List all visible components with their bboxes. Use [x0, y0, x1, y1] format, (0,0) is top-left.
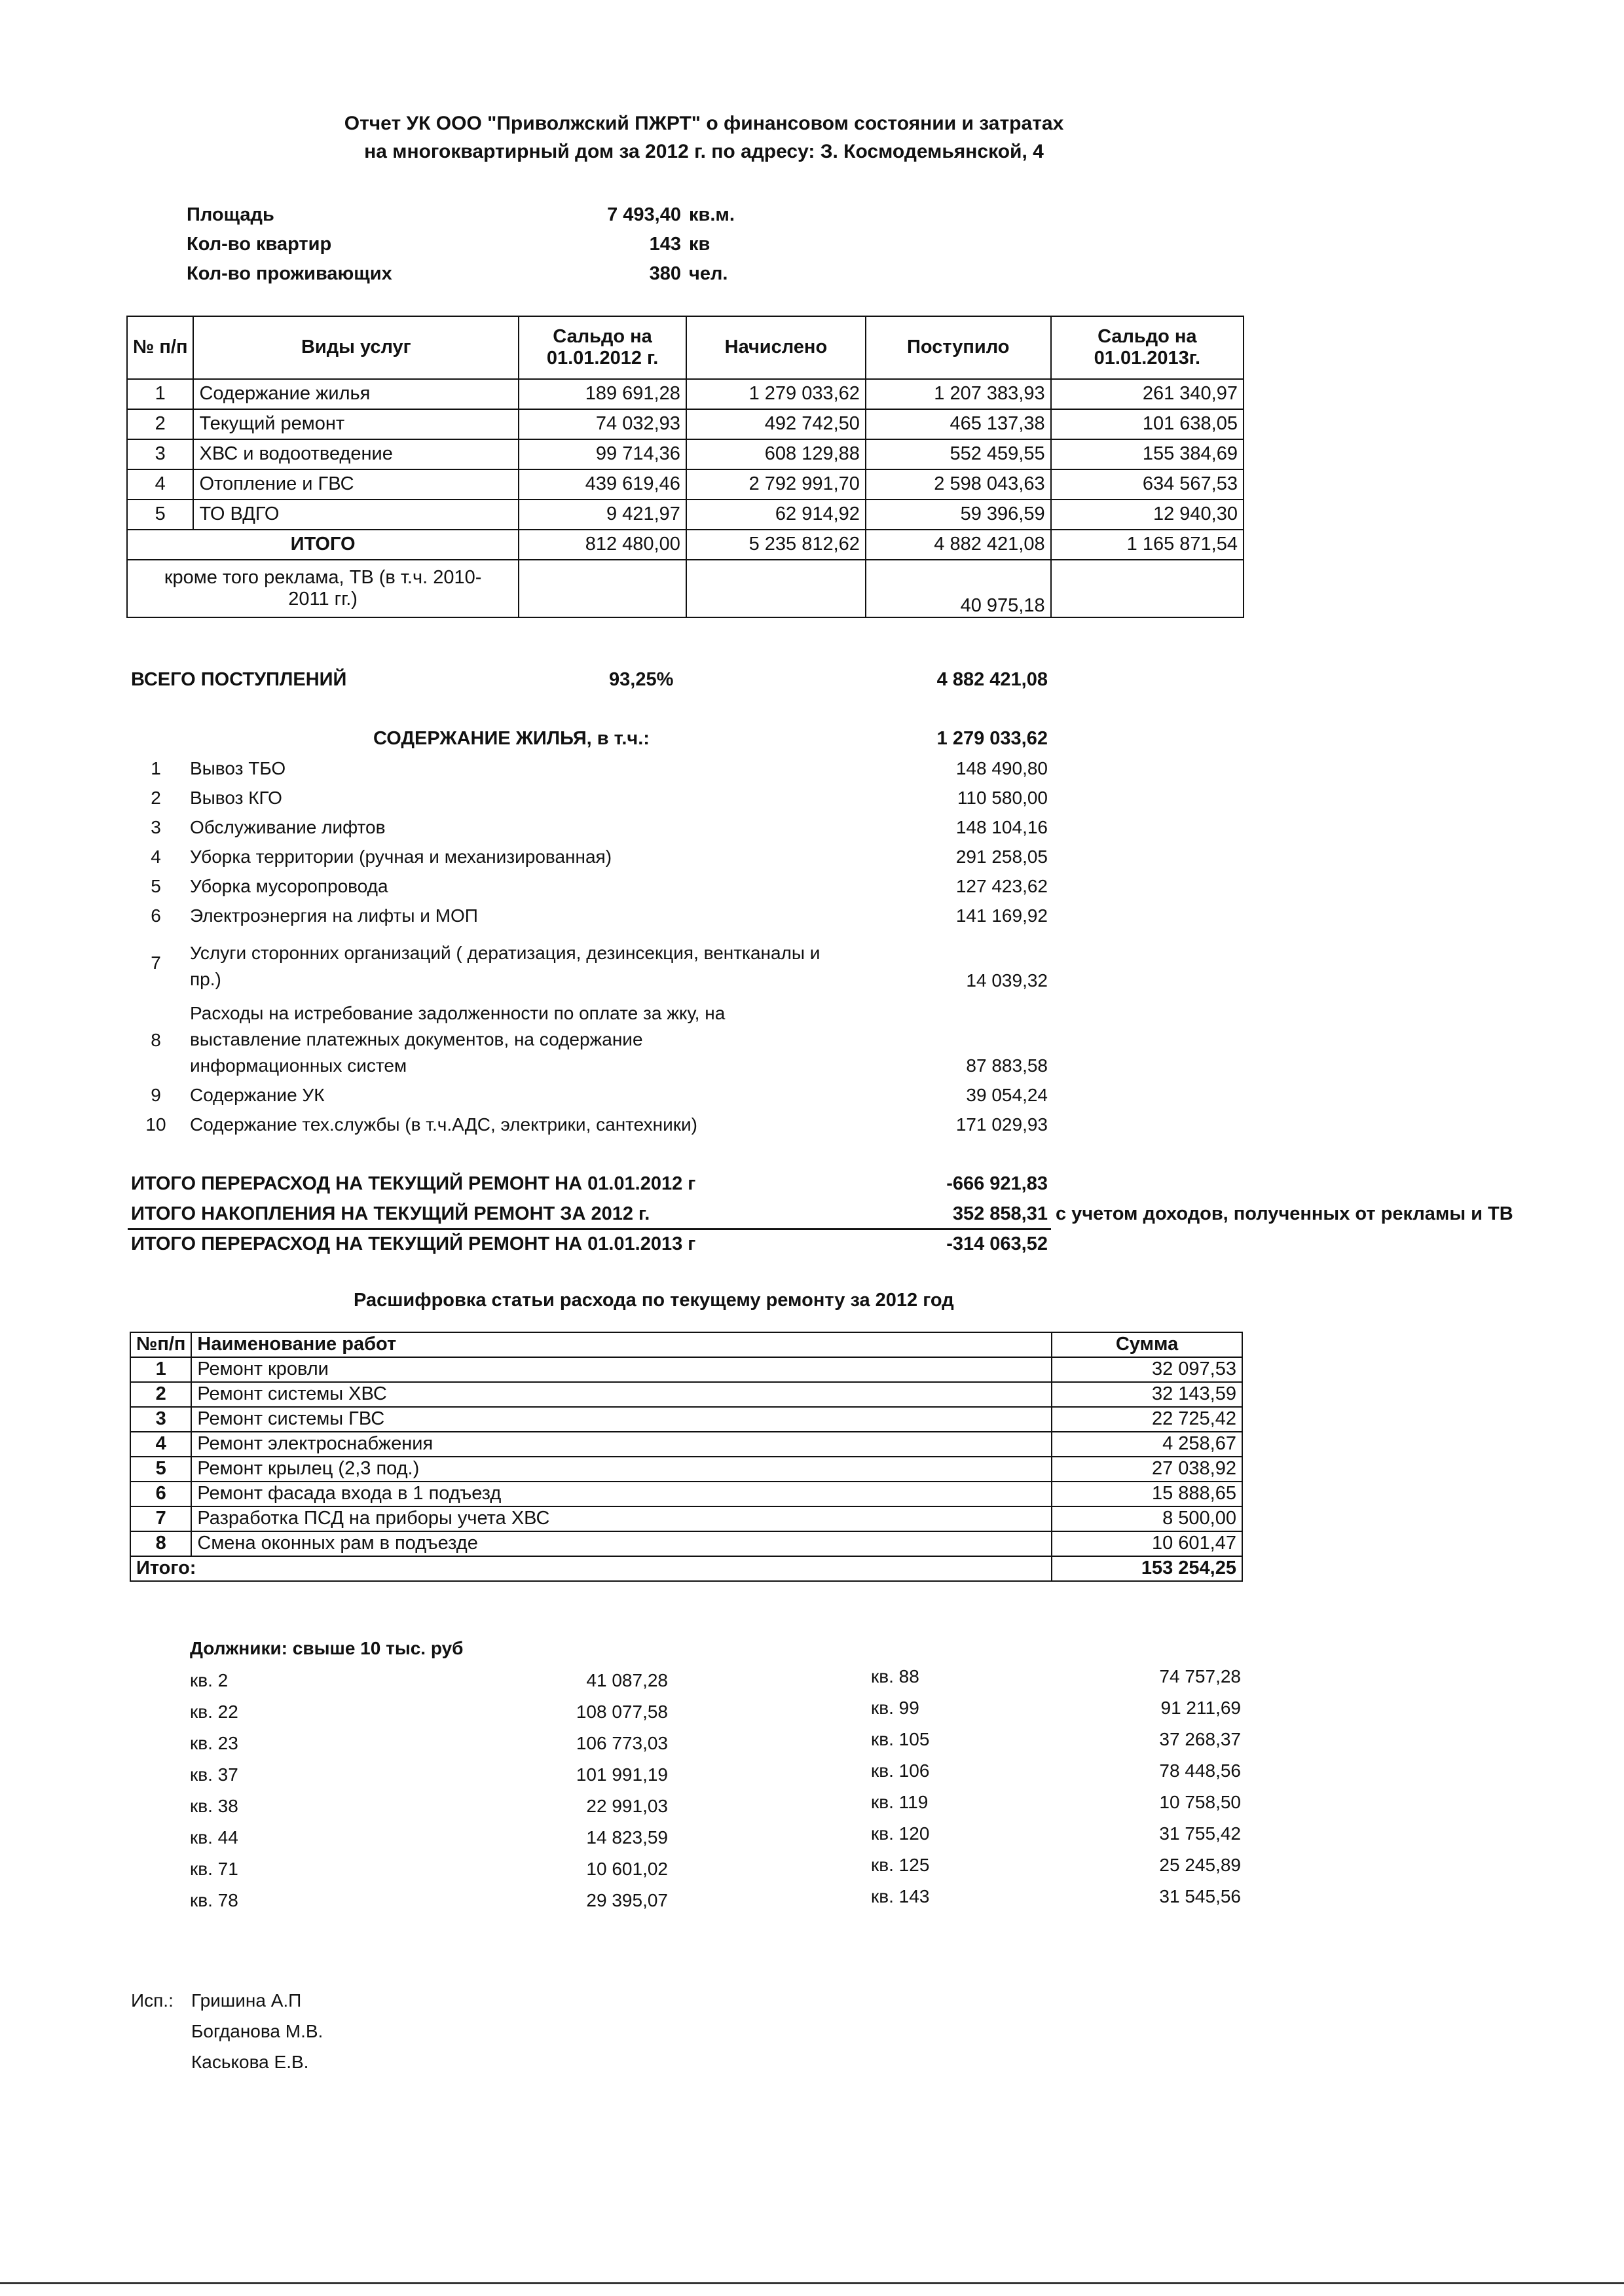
row-sum: 32 097,53	[1052, 1357, 1242, 1382]
row-service: ХВС и водоотведение	[193, 439, 519, 469]
table-row	[130, 1457, 1242, 1482]
row-work: Ремонт крылец (2,3 под.)	[191, 1457, 1052, 1482]
debtor-apartment: кв. 88	[871, 1666, 919, 1686]
page-bottom-line	[0, 2282, 1624, 2284]
debtor-amount: 106 773,03	[576, 1733, 668, 1753]
row-saldo-end: 101 638,05	[1051, 409, 1244, 439]
advertising-row	[127, 560, 1244, 617]
col-header-work: Наименование работ	[191, 1332, 1052, 1357]
row-received: 1 207 383,93	[866, 379, 1051, 409]
total-charged: 5 235 812,62	[686, 530, 866, 560]
debtor-apartment: кв. 38	[190, 1796, 238, 1816]
row-saldo-start: 439 619,46	[519, 469, 686, 500]
row-charged: 1 279 033,62	[686, 379, 866, 409]
table-row	[127, 409, 1244, 439]
debtor-apartment: кв. 106	[871, 1760, 930, 1781]
row-num: 7	[130, 1506, 191, 1531]
debtor-amount: 74 757,28	[1159, 1666, 1241, 1686]
summary-divider	[128, 1228, 1051, 1230]
residents-value: 380	[649, 263, 681, 284]
report-title-line-2: на многоквартирный дом за 2012 г. по адресу: З. Космодемьянской, 4	[364, 141, 1044, 162]
debtor-amount: 10 758,50	[1159, 1792, 1241, 1812]
debtor-apartment: кв. 23	[190, 1733, 238, 1753]
total-receipts-percent: 93,25%	[609, 669, 674, 690]
repair-header-row	[130, 1332, 1242, 1357]
col-header-saldo-end	[1051, 316, 1244, 379]
row-saldo-start: 189 691,28	[519, 379, 686, 409]
list-item-value: 291 258,05	[955, 847, 1048, 867]
row-received: 465 137,38	[866, 409, 1051, 439]
row-received: 59 396,59	[866, 500, 1051, 530]
list-item-value: 87 883,58	[966, 1055, 1048, 1076]
row-sum: 32 143,59	[1052, 1382, 1242, 1407]
overspend-2012-label: ИТОГО ПЕРЕРАСХОД НА ТЕКУЩИЙ РЕМОНТ НА 01.01.2012 г	[131, 1173, 696, 1194]
list-item-text: Расходы на истребование задолженности по оплате за жку, на	[190, 1003, 726, 1023]
row-charged: 492 742,50	[686, 409, 866, 439]
list-item-num: 5	[151, 876, 161, 896]
row-saldo-end: 12 940,30	[1051, 500, 1244, 530]
row-work: Ремонт электроснабжения	[191, 1432, 1052, 1457]
list-item-value: 110 580,00	[957, 788, 1048, 808]
row-num: 1	[130, 1357, 191, 1382]
debtor-apartment: кв. 125	[871, 1855, 930, 1875]
debtor-amount: 31 545,56	[1159, 1886, 1241, 1906]
row-work: Ремонт системы ГВС	[191, 1407, 1052, 1432]
row-num: 5	[127, 500, 193, 530]
saldo-end-line-2: 01.01.2013г.	[1094, 348, 1200, 369]
list-item-text: Содержание УК	[190, 1085, 325, 1105]
debtor-apartment: кв. 105	[871, 1729, 930, 1749]
row-charged: 2 792 991,70	[686, 469, 866, 500]
row-sum: 8 500,00	[1052, 1506, 1242, 1531]
debtor-amount: 108 077,58	[576, 1702, 668, 1722]
row-work: Разработка ПСД на приборы учета ХВС	[191, 1506, 1052, 1531]
row-received: 2 598 043,63	[866, 469, 1051, 500]
list-item-num: 3	[151, 817, 161, 837]
row-num: 2	[130, 1382, 191, 1407]
debtor-apartment: кв. 119	[871, 1792, 929, 1812]
debtor-apartment: кв. 71	[190, 1859, 238, 1879]
row-num: 5	[130, 1457, 191, 1482]
list-item-text-cont: выставление платежных документов, на содержание	[190, 1029, 643, 1049]
col-header-num: №п/п	[130, 1332, 191, 1357]
overspend-2013-value: -314 063,52	[946, 1233, 1048, 1254]
advertising-empty-2	[686, 560, 866, 617]
list-item-value: 171 029,93	[955, 1114, 1048, 1135]
list-item-num: 9	[151, 1085, 161, 1105]
row-service: Текущий ремонт	[193, 409, 519, 439]
accumulation-2012-value: 352 858,31	[952, 1203, 1048, 1224]
services-total-row	[127, 530, 1244, 560]
row-sum: 27 038,92	[1052, 1457, 1242, 1482]
list-item-text: Содержание тех.службы (в т.ч.АДС, электрики, сантехники)	[190, 1114, 697, 1135]
debtor-amount: 31 755,42	[1159, 1823, 1241, 1844]
total-receipts-label: ВСЕГО ПОСТУПЛЕНИЙ	[131, 669, 347, 690]
list-item-value: 14 039,32	[966, 970, 1048, 991]
area-unit: кв.м.	[689, 204, 735, 225]
table-row	[130, 1506, 1242, 1531]
col-header-service: Виды услуг	[193, 316, 519, 379]
row-num: 2	[127, 409, 193, 439]
apartments-value: 143	[649, 234, 681, 255]
repair-details-title: Расшифровка статьи расхода по текущему ремонту за 2012 год	[354, 1290, 954, 1311]
list-item-num: 10	[145, 1114, 166, 1135]
table-row	[130, 1531, 1242, 1556]
list-item-value: 141 169,92	[955, 905, 1048, 926]
debtor-apartment: кв. 44	[190, 1827, 238, 1848]
saldo-start-line-1: Сальдо на	[553, 325, 652, 347]
services-header-row	[127, 316, 1244, 379]
row-num: 3	[130, 1407, 191, 1432]
row-work: Ремонт системы ХВС	[191, 1382, 1052, 1407]
debtor-apartment: кв. 120	[871, 1823, 930, 1844]
debtor-apartment: кв. 78	[190, 1890, 238, 1910]
row-sum: 15 888,65	[1052, 1482, 1242, 1506]
col-header-num: № п/п	[127, 316, 193, 379]
row-charged: 62 914,92	[686, 500, 866, 530]
list-item-value: 127 423,62	[955, 876, 1048, 896]
housing-title: СОДЕРЖАНИЕ ЖИЛЬЯ, в т.ч.:	[373, 728, 650, 749]
row-work: Ремонт кровли	[191, 1357, 1052, 1382]
table-row	[130, 1432, 1242, 1457]
row-num: 3	[127, 439, 193, 469]
col-header-saldo-start	[519, 316, 686, 379]
total-saldo-start: 812 480,00	[519, 530, 686, 560]
debtor-amount: 78 448,56	[1159, 1760, 1241, 1781]
saldo-end-line-1: Сальдо на	[1098, 325, 1197, 347]
row-service: Отопление и ГВС	[193, 469, 519, 500]
row-saldo-start: 74 032,93	[519, 409, 686, 439]
row-saldo-start: 99 714,36	[519, 439, 686, 469]
repair-total-sum: 153 254,25	[1052, 1556, 1242, 1581]
table-row	[130, 1357, 1242, 1382]
advertising-label-line-2: 2011 гг.)	[288, 589, 358, 610]
list-item-num: 6	[151, 905, 161, 926]
overspend-2013-label: ИТОГО ПЕРЕРАСХОД НА ТЕКУЩИЙ РЕМОНТ НА 01.01.2013 г	[131, 1233, 696, 1254]
list-item-num: 1	[151, 758, 161, 778]
advertising-empty-1	[519, 560, 686, 617]
debtor-amount: 29 395,07	[586, 1890, 668, 1910]
housing-total: 1 279 033,62	[936, 728, 1048, 749]
repair-total-label: Итого:	[130, 1556, 1052, 1581]
table-row	[130, 1407, 1242, 1432]
row-num: 8	[130, 1531, 191, 1556]
row-num: 6	[130, 1482, 191, 1506]
row-sum: 4 258,67	[1052, 1432, 1242, 1457]
list-item-text: Услуги сторонних организаций ( дератизация, дезинсекция, вентканалы и	[190, 943, 821, 963]
debtor-amount: 91 211,69	[1160, 1698, 1241, 1718]
advertising-label	[127, 560, 519, 617]
list-item-value: 148 490,80	[955, 758, 1048, 778]
debtor-apartment: кв. 22	[190, 1702, 238, 1722]
table-row	[127, 500, 1244, 530]
apartments-unit: кв	[689, 234, 710, 255]
debtor-apartment: кв. 99	[871, 1698, 919, 1718]
debtor-amount: 37 268,37	[1159, 1729, 1241, 1749]
residents-label: Кол-во проживающих	[187, 263, 392, 284]
row-sum: 10 601,47	[1052, 1531, 1242, 1556]
debtor-amount: 101 991,19	[576, 1764, 668, 1785]
debtor-amount: 10 601,02	[586, 1859, 668, 1879]
list-item-value: 39 054,24	[966, 1085, 1048, 1105]
area-label: Площадь	[187, 204, 274, 225]
signer-name: Богданова М.В.	[191, 2021, 323, 2041]
table-row	[130, 1382, 1242, 1407]
list-item-text-cont: информационных систем	[190, 1055, 407, 1076]
list-item-text: Обслуживание лифтов	[190, 817, 386, 837]
table-row	[127, 379, 1244, 409]
row-service: Содержание жилья	[193, 379, 519, 409]
total-label: ИТОГО	[127, 530, 519, 560]
col-header-sum: Сумма	[1052, 1332, 1242, 1357]
list-item-text: Вывоз КГО	[190, 788, 282, 808]
row-service: ТО ВДГО	[193, 500, 519, 530]
total-saldo-end: 1 165 871,54	[1051, 530, 1244, 560]
signers-label: Исп.:	[131, 1990, 174, 2011]
debtor-apartment: кв. 2	[190, 1670, 229, 1690]
row-saldo-end: 261 340,97	[1051, 379, 1244, 409]
row-saldo-end: 155 384,69	[1051, 439, 1244, 469]
debtor-amount: 22 991,03	[586, 1796, 668, 1816]
table-row	[127, 469, 1244, 500]
list-item-num: 7	[151, 953, 161, 973]
advertising-empty-3	[1051, 560, 1244, 617]
list-item-num: 8	[151, 1030, 161, 1050]
row-num: 4	[130, 1432, 191, 1457]
list-item-text-cont: пр.)	[190, 969, 221, 989]
repair-details-table	[130, 1332, 1243, 1582]
total-receipts-value: 4 882 421,08	[936, 669, 1048, 690]
repair-total-row	[130, 1556, 1242, 1581]
list-item-num: 4	[151, 847, 161, 867]
debtor-apartment: кв. 143	[871, 1886, 930, 1906]
col-header-received: Поступило	[866, 316, 1051, 379]
signer-name: Гришина А.П	[191, 1990, 302, 2011]
debtor-apartment: кв. 37	[190, 1764, 238, 1785]
list-item-text: Уборка территории (ручная и механизированная)	[190, 847, 612, 867]
overspend-2012-value: -666 921,83	[946, 1173, 1048, 1194]
list-item-text: Электроэнергия на лифты и МОП	[190, 905, 478, 926]
accumulation-2012-label: ИТОГО НАКОПЛЕНИЯ НА ТЕКУЩИЙ РЕМОНТ ЗА 2012 г.	[131, 1203, 650, 1224]
row-saldo-start: 9 421,97	[519, 500, 686, 530]
debtor-amount: 25 245,89	[1159, 1855, 1241, 1875]
row-work: Смена оконных рам в подъезде	[191, 1531, 1052, 1556]
debtor-amount: 41 087,28	[586, 1670, 668, 1690]
residents-unit: чел.	[689, 263, 728, 284]
advertising-received: 40 975,18	[866, 560, 1051, 617]
debtors-title: Должники: свыше 10 тыс. руб	[190, 1638, 464, 1658]
accumulation-note: с учетом доходов, полученных от рекламы и ТВ	[1056, 1203, 1513, 1224]
services-table	[126, 316, 1244, 618]
saldo-start-line-2: 01.01.2012 г.	[546, 348, 659, 369]
report-title-line-1: Отчет УК ООО "Приволжский ПЖРТ" о финансовом состоянии и затратах	[344, 113, 1064, 134]
list-item-text: Вывоз ТБО	[190, 758, 286, 778]
signer-name: Каськова Е.В.	[191, 2052, 309, 2072]
row-received: 552 459,55	[866, 439, 1051, 469]
row-charged: 608 129,88	[686, 439, 866, 469]
col-header-charged: Начислено	[686, 316, 866, 379]
row-work: Ремонт фасада входа в 1 подъезд	[191, 1482, 1052, 1506]
advertising-label-line-1: кроме того реклама, ТВ (в т.ч. 2010-	[164, 566, 482, 588]
list-item-text: Уборка мусоропровода	[190, 876, 388, 896]
area-value: 7 493,40	[607, 204, 681, 225]
row-num: 4	[127, 469, 193, 500]
debtor-amount: 14 823,59	[586, 1827, 668, 1848]
total-received: 4 882 421,08	[866, 530, 1051, 560]
table-row	[130, 1482, 1242, 1506]
row-num: 1	[127, 379, 193, 409]
list-item-value: 148 104,16	[955, 817, 1048, 837]
row-saldo-end: 634 567,53	[1051, 469, 1244, 500]
list-item-num: 2	[151, 788, 161, 808]
row-sum: 22 725,42	[1052, 1407, 1242, 1432]
apartments-label: Кол-во квартир	[187, 234, 332, 255]
table-row	[127, 439, 1244, 469]
